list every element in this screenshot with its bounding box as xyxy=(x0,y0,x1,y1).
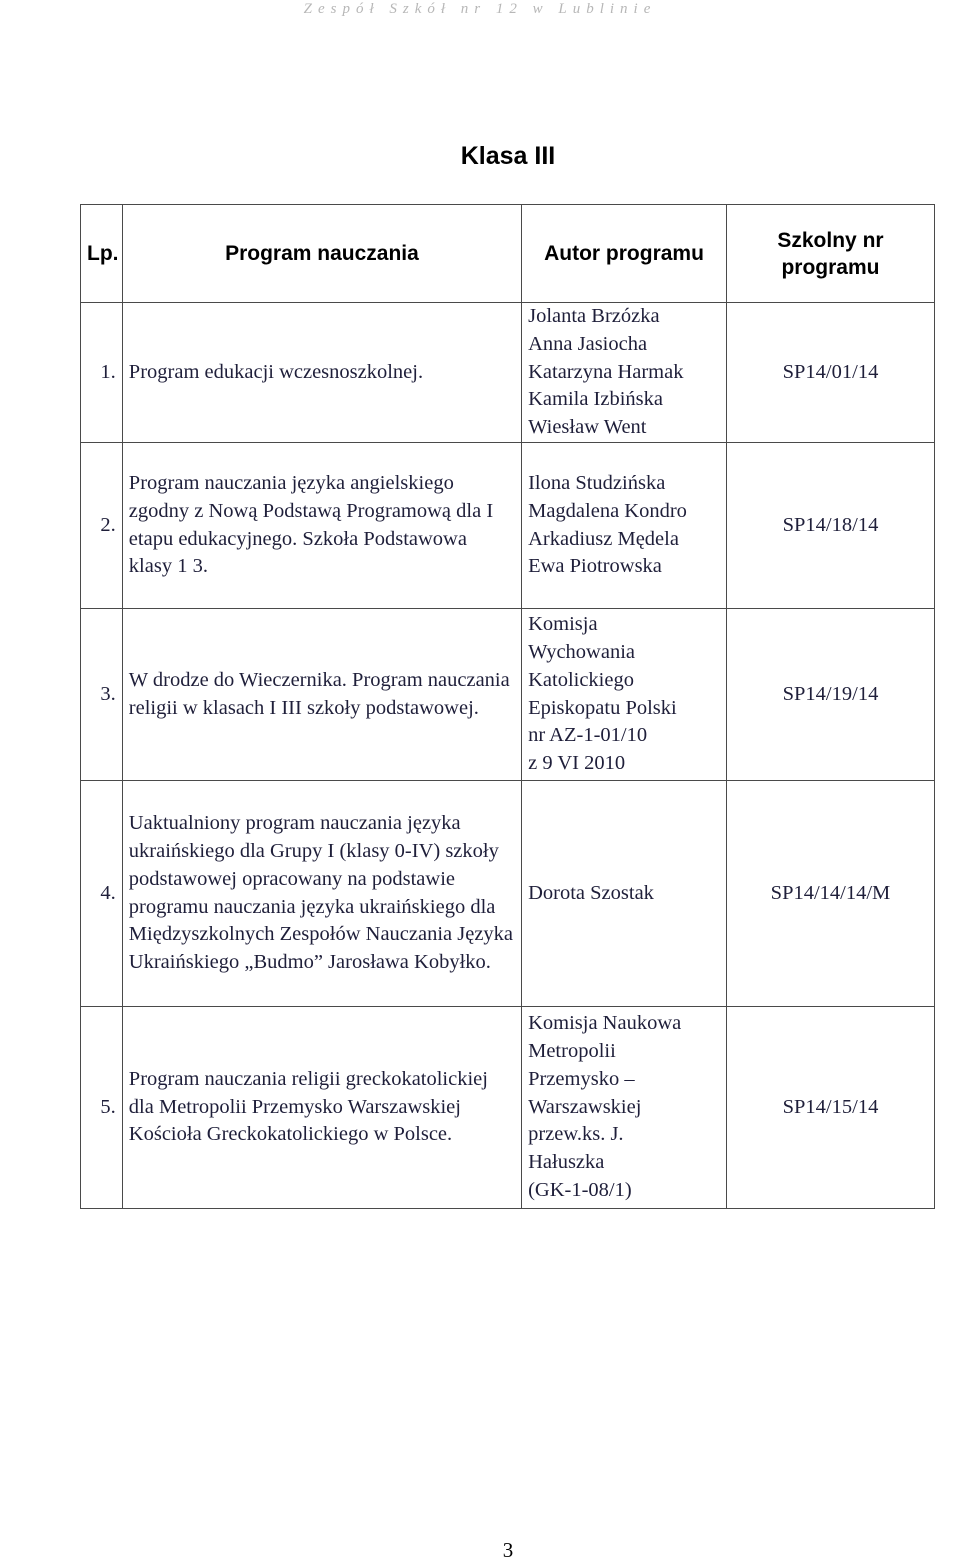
column-header-lp: Lp. xyxy=(81,205,123,303)
program-name: Program nauczania religii greckokatolickiej dla Metropolii Przemysko Warszawskiej Kościoła Greckokatolickiego w Polsce. xyxy=(122,1007,521,1209)
row-number: 3. xyxy=(81,609,123,781)
program-authors xyxy=(522,303,727,443)
author-name: Wychowania xyxy=(528,640,636,663)
row-number: 4. xyxy=(81,781,123,1007)
program-number: SP14/14/14/M xyxy=(726,781,934,1007)
author-name: nr AZ-1-01/10 xyxy=(528,724,648,747)
page-number: 3 xyxy=(502,1538,514,1562)
author-name: Magdalena Kondro xyxy=(528,499,687,522)
author-name: Hałuszka xyxy=(528,1151,605,1174)
program-authors xyxy=(522,443,727,609)
author-name: Komisja Naukowa xyxy=(528,1012,682,1035)
author-name: z 9 VI 2010 xyxy=(528,752,626,775)
author-name: Ewa Piotrowska xyxy=(528,555,662,578)
program-name: Program edukacji wczesnoszkolnej. xyxy=(122,303,521,443)
page-title: Klasa III xyxy=(460,142,556,170)
program-number: SP14/18/14 xyxy=(726,443,934,609)
author-name: Ilona Studzińska xyxy=(528,471,666,494)
author-name: przew.ks. J. xyxy=(528,1123,624,1146)
author-name: Arkadiusz Mędela xyxy=(528,527,679,550)
author-name: Kamila Izbińska xyxy=(528,388,664,411)
program-name: Uaktualniony program nauczania języka ukraińskiego dla Grupy I (klasy 0-IV) szkoły podstawowej opracowany na podstawie programu nauczania języka ukraińskiego dla Międzyszkolnych Zespołów Nauczania Języka Ukraińskiego „Budmo” Jarosława Kobyłko. xyxy=(122,781,521,1007)
row-number: 2. xyxy=(81,443,123,609)
author-name: Wiesław Went xyxy=(528,416,647,439)
program-authors xyxy=(522,781,727,1007)
row-number: 1. xyxy=(81,303,123,443)
author-name: (GK-1-08/1) xyxy=(528,1178,632,1201)
program-name: Program nauczania języka angielskiego zgodny z Nową Podstawą Programową dla I etapu edukacyjnego. Szkoła Podstawowa klasy 1 3. xyxy=(122,443,521,609)
table-header-row xyxy=(81,205,935,303)
program-number: SP14/15/14 xyxy=(726,1007,934,1209)
author-name: Jolanta Brzózka xyxy=(528,305,660,327)
author-name: Episkopatu Polski xyxy=(528,696,677,719)
program-authors xyxy=(522,1007,727,1209)
author-name: Dorota Szostak xyxy=(528,881,654,904)
program-number: SP14/01/14 xyxy=(726,303,934,443)
author-name: Przemysko – xyxy=(528,1067,635,1090)
table-row xyxy=(81,443,935,609)
column-header-program: Program nauczania xyxy=(122,205,521,303)
program-number: SP14/19/14 xyxy=(726,609,934,781)
author-name: Komisja xyxy=(528,613,598,636)
program-name: W drodze do Wieczernika. Program nauczania religii w klasach I III szkoły podstawowej. xyxy=(122,609,521,781)
column-header-nr: Szkolny nr programu xyxy=(726,205,934,303)
table-row xyxy=(81,1007,935,1209)
table-row xyxy=(81,303,935,443)
author-name: Warszawskiej xyxy=(528,1095,642,1118)
program-table xyxy=(80,204,935,1209)
column-header-author: Autor programu xyxy=(522,205,727,303)
author-name: Katarzyna Harmak xyxy=(528,360,684,383)
program-authors xyxy=(522,609,727,781)
author-name: Katolickiego xyxy=(528,668,634,691)
author-name: Anna Jasiocha xyxy=(528,332,648,355)
table-row xyxy=(81,609,935,781)
row-number: 5. xyxy=(81,1007,123,1209)
table-row xyxy=(81,781,935,1007)
document-header: Zespół Szkół nr 12 w Lublinie xyxy=(303,1,657,17)
author-name: Metropolii xyxy=(528,1040,616,1062)
